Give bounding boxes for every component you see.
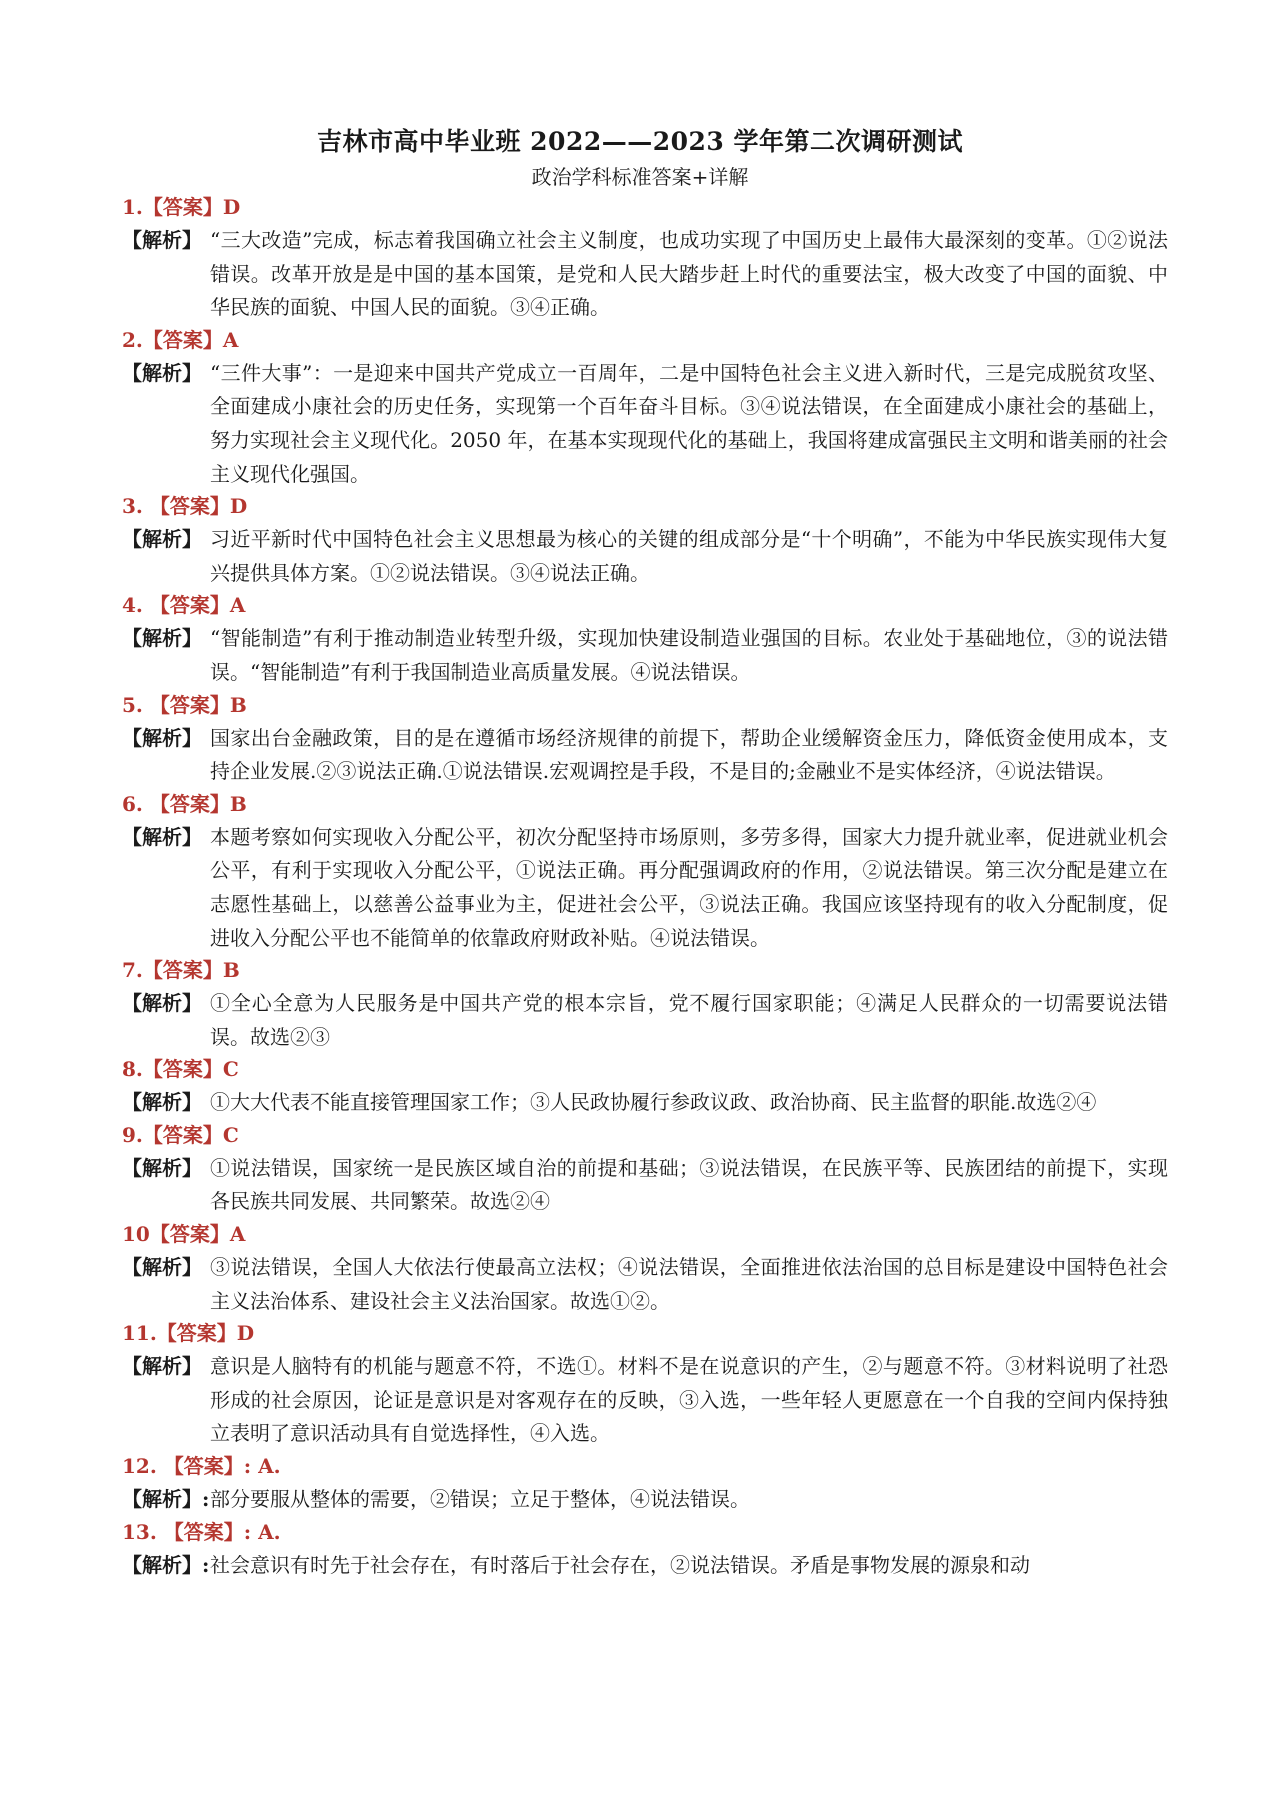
explanation-tag: 【解析】: [122,1552,210,1577]
explanation [122,1549,1168,1583]
page-subtitle: 政治学科标准答案+详解 [531,165,749,189]
question-number: 11. [122,1321,157,1346]
explanation-text: “智能制造”有利于推动制造业转型升级，实现加快建设制造业强国的目标。农业处于基础地位，③的说法错误。“智能制造”有利于我国制造业高质量发展。④说法错误。 [210,626,1168,684]
explanation [122,622,1168,689]
explanation-text: 意识是人脑特有的机能与题意不符，不选①。材料不是在说意识的产生，②与题意不符。③材料说明了社恐形成的社会原因，论证是意识是对客观存在的反映，③入选，一些年轻人更愿意在一个自我的空间内保持独立表明了意识活动具有自觉选择性，④入选。 [210,1354,1168,1446]
question-number: 12. [122,1454,164,1479]
answer-item [122,955,1168,1054]
answer-key: 【答案】D [156,1321,255,1346]
explanation [122,722,1168,789]
answer-line [122,690,1168,722]
answer-item [122,789,1168,955]
explanation [122,224,1168,325]
answer-key: 【答案】: A. [163,1519,281,1544]
answer-item [122,690,1168,789]
answer-item [122,1054,1168,1120]
answer-key: 【答案】A [149,593,246,618]
question-number: 13. [122,1519,164,1544]
explanation-tag: 【解析】 [122,228,202,252]
answer-item [122,325,1168,491]
question-number: 9. [122,1122,143,1147]
answer-item [122,590,1168,689]
question-number: 2. [122,327,143,352]
answer-key: 【答案】C [142,1057,239,1082]
question-number: 4. [122,593,150,618]
question-number: 3. [122,494,150,519]
explanation-text: 本题考察如何实现收入分配公平，初次分配坚持市场原则，多劳多得，国家大力提升就业率，促进就业机会公平，有利于实现收入分配公平，①说法正确。再分配强调政府的作用，②说法错误。第三次分配是建立在志愿性基础上，以慈善公益事业为主，促进社会公平，③说法正确。我国应该坚持现有的收入分配制度，促进收入分配公平也不能简单的依靠政府财政补贴。④说法错误。 [210,824,1168,950]
answer-line [122,1120,1168,1152]
answer-item [122,1451,1168,1517]
explanation-text: 习近平新时代中国特色社会主义思想最为核心的关键的组成部分是“十个明确”，不能为中华民族实现伟大复兴提供具体方案。①②说法错误。③④说法正确。 [210,527,1168,585]
answer-key: 【答案】A [149,1222,246,1247]
question-number: 10 [122,1222,150,1247]
explanation-tag: 【解析】 [122,725,202,750]
explanation-text: 部分要服从整体的需要，②错误；立足于整体，④说法错误。 [210,1487,750,1512]
answer-line [122,590,1168,622]
answer-key: 【答案】B [149,692,247,717]
explanation-tag: 【解析】 [122,1090,202,1115]
answer-line [122,1318,1168,1350]
explanation-text: 社会意识有时先于社会存在，有时落后于社会存在，②说法错误。矛盾是事物发展的源泉和动 [210,1552,1030,1577]
explanation [122,523,1168,590]
explanation-text: ①全心全意为人民服务是中国共产党的根本宗旨，党不履行国家职能；④满足人民群众的一切需要说法错误。故选②③ [210,991,1168,1049]
explanation [122,987,1168,1054]
answer-line [122,1451,1168,1483]
explanation [122,1152,1168,1219]
explanation [122,1483,1168,1517]
explanation [122,1251,1168,1318]
answer-key: 【答案】: A. [163,1454,281,1479]
question-number: 6. [122,791,150,816]
explanation-tag: 【解析】 [122,824,202,849]
explanation-tag: 【解析】 [122,1255,202,1280]
explanation-tag: 【解析】 [122,626,202,651]
explanation [122,821,1168,955]
answer-line [122,491,1168,523]
answer-line [122,1054,1168,1086]
answer-item [122,1318,1168,1451]
answer-line [122,1219,1168,1251]
answer-list [122,192,1168,1582]
answer-line [122,789,1168,821]
answer-line [122,325,1168,357]
explanation-tag: 【解析】 [122,991,202,1016]
explanation-tag: 【解析】: [122,1487,210,1512]
answer-item [122,1120,1168,1219]
explanation-text: “三件大事”：一是迎来中国共产党成立一百周年，二是中国特色社会主义进入新时代，三是完成脱贫攻坚、全面建成小康社会的历史任务，实现第一个百年奋斗目标。③④说法错误，在全面建成小康社会的基础上，努力实现社会主义现代化。2050 年，在基本实现现代化的基础上，我国将建成富强民主文明和谐美丽的社会主义现代化强国。 [210,360,1168,486]
answer-key: 【答案】D [149,494,248,519]
page-title: 吉林市高中毕业班 2022——2023 学年第二次调研测试 [316,127,964,156]
explanation [122,357,1168,491]
question-number: 5. [122,692,150,717]
answer-key: 【答案】C [142,1122,239,1147]
explanation [122,1086,1168,1120]
question-number: 8. [122,1057,143,1082]
answer-key: 【答案】B [149,791,247,816]
answer-key: 【答案】A [142,327,239,352]
answer-item [122,192,1168,325]
explanation-tag: 【解析】 [122,1354,202,1379]
answer-item [122,1219,1168,1318]
question-number: 1. [122,195,143,219]
explanation-tag: 【解析】 [122,1155,202,1180]
explanation-text: ①大大代表不能直接管理国家工作；③人民政协履行参政议政、政治协商、民主监督的职能.故选②④ [210,1090,1097,1115]
explanation-tag: 【解析】 [122,360,202,385]
explanation-text: “三大改造”完成，标志着我国确立社会主义制度，也成功实现了中国历史上最伟大最深刻的变革。①②说法错误。改革开放是是中国的基本国策，是党和人民大踏步赶上时代的重要法宝，极大改变了中国的面貌、中华民族的面貌、中国人民的面貌。③④正确。 [210,228,1168,320]
explanation-text: 国家出台金融政策，目的是在遵循市场经济规律的前提下，帮助企业缓解资金压力，降低资金使用成本，支持企业发展.②③说法正确.①说法错误.宏观调控是手段，不是目的;金融业不是实体经济，④说法错误。 [210,725,1168,784]
answer-line [122,1517,1168,1549]
explanation-text: ①说法错误，国家统一是民族区域自治的前提和基础；③说法错误，在民族平等、民族团结的前提下，实现各民族共同发展、共同繁荣。故选②④ [210,1155,1168,1214]
answer-key: 【答案】D [142,195,241,219]
explanation-tag: 【解析】 [122,527,202,552]
answer-line [122,192,1168,224]
answer-item [122,491,1168,590]
answer-key: 【答案】B [142,958,240,983]
explanation [122,1350,1168,1451]
answer-line [122,955,1168,987]
explanation-text: ③说法错误，全国人大依法行使最高立法权；④说法错误，全面推进依法治国的总目标是建设中国特色社会主义法治体系、建设社会主义法治国家。故选①②。 [210,1255,1168,1313]
answer-item [122,1517,1168,1583]
question-number: 7. [122,958,143,983]
